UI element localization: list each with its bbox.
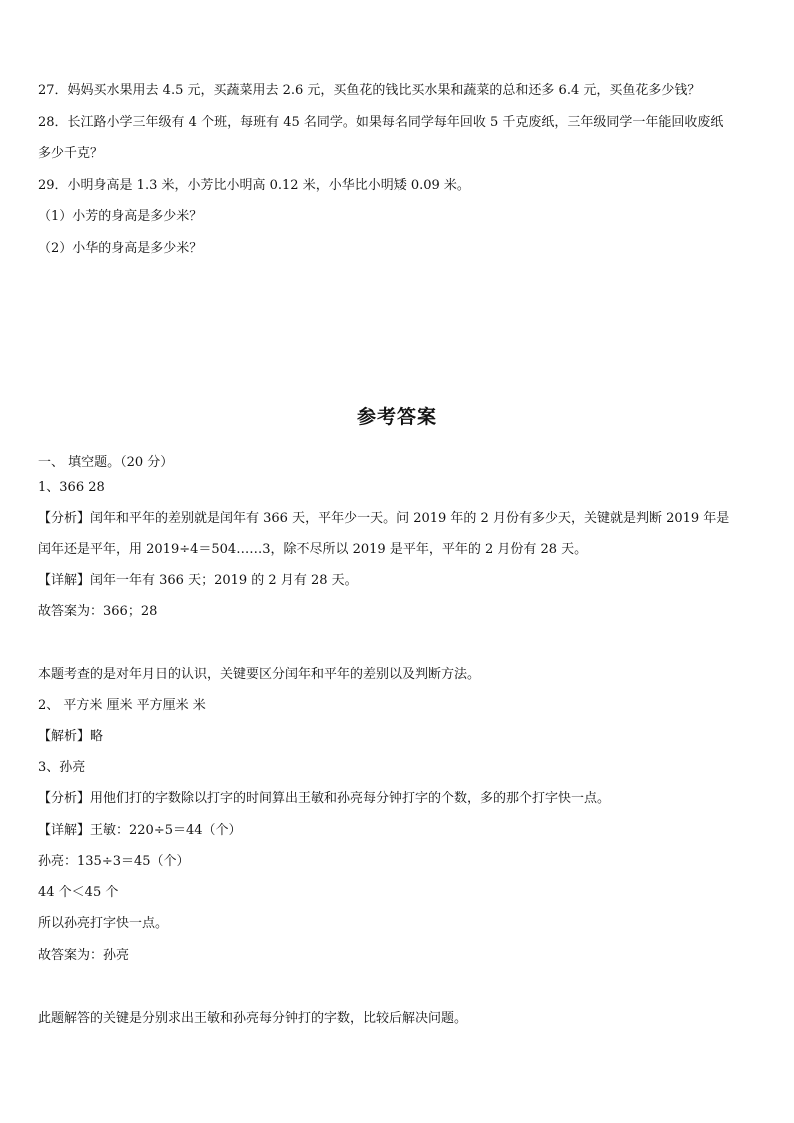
answer-3-comment: 此题解答的关键是分别求出王敏和孙亮每分钟打的字数，比较后解决问题。 bbox=[38, 1011, 468, 1026]
question-27: 27．妈妈买水果用去 4.5 元，买蔬菜用去 2.6 元，买鱼花的钱比买水果和蔬菜的总和还多 6.4 元，买鱼花多少钱？ bbox=[38, 83, 701, 98]
question-29-part-2: （2）小华的身高是多少米？ bbox=[38, 241, 203, 256]
answer-1: 1、366 28 bbox=[38, 480, 105, 495]
answer-1-final: 故答案为：366；28 bbox=[38, 604, 158, 619]
answer-3-detail: 【详解】王敏：220÷5＝44（个） bbox=[38, 823, 242, 838]
question-28-line-2: 多少千克？ bbox=[38, 146, 104, 161]
question-28-line-1: 28．长江路小学三年级有 4 个班，每班有 45 名同学。如果每名同学每年回收 5 千克废纸，三年级同学一年能回收废纸 bbox=[38, 115, 724, 130]
answer-1-detail: 【详解】闰年一年有 366 天；2019 的 2 月有 28 天。 bbox=[38, 573, 358, 588]
answer-2: 2、 平方米 厘米 平方厘米 米 bbox=[38, 698, 206, 713]
question-29: 29．小明身高是 1.3 米，小芳比小明高 0.12 米，小华比小明矮 0.09 米。 bbox=[38, 178, 470, 193]
answer-3: 3、孙亮 bbox=[38, 760, 86, 775]
answer-3-step-4: 所以孙亮打字快一点。 bbox=[38, 916, 169, 931]
answer-3-analysis: 【分析】用他们打的字数除以打字的时间算出王敏和孙亮每分钟打字的个数，多的那个打字快一点。 bbox=[38, 791, 611, 806]
answers-title: 参考答案 bbox=[356, 406, 437, 428]
question-29-part-1: （1）小芳的身高是多少米？ bbox=[38, 209, 203, 224]
answer-3-step-3: 44 个＜45 个 bbox=[38, 885, 119, 900]
answer-1-comment: 本题考查的是对年月日的认识，关键要区分闰年和平年的差别以及判断方法。 bbox=[38, 667, 481, 682]
answer-1-analysis-line-1: 【分析】闰年和平年的差别就是闰年有 366 天，平年少一天。问 2019 年的 2 月份有多少天，关键就是判断 2019 年是 bbox=[38, 511, 730, 526]
answer-3-final: 故答案为：孙亮 bbox=[38, 948, 130, 963]
section-heading: 一、 填空题。（20 分） bbox=[38, 455, 174, 470]
answer-1-analysis-line-2: 闰年还是平年，用 2019÷4＝504……3，除不尽所以 2019 是平年，平年的 2 月份有 28 天。 bbox=[38, 542, 588, 557]
answer-3-step-2: 孙亮：135÷3＝45（个） bbox=[38, 854, 190, 869]
answer-2-analysis: 【解析】略 bbox=[38, 729, 104, 744]
